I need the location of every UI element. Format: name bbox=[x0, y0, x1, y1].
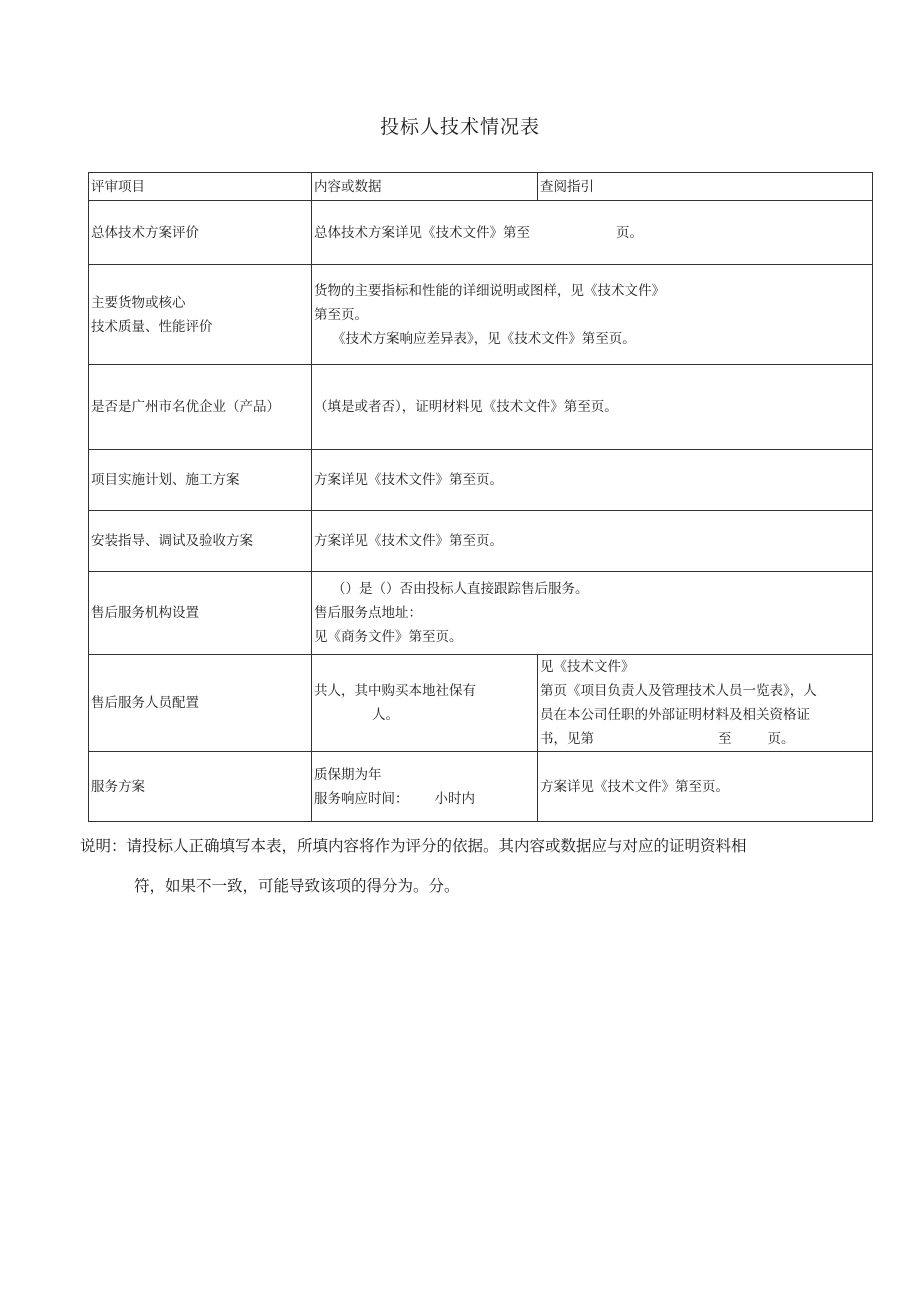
row-item: 售后服务人员配置 bbox=[89, 655, 312, 752]
note-line: 符，如果不一致，可能导致该项的得分为。分。 bbox=[134, 877, 460, 895]
row-guide-fragment: 书，见第 bbox=[540, 731, 594, 747]
table-row bbox=[89, 655, 873, 752]
row-content-line: （）是（）否由投标人直接跟踪售后服务。 bbox=[332, 581, 589, 597]
explanatory-note bbox=[80, 826, 880, 906]
row-guide-fragment: 至 bbox=[718, 731, 732, 747]
row-guide-line bbox=[540, 727, 870, 751]
row-content-line: 质保期为年 bbox=[314, 766, 382, 783]
header-cell-item: 评审项目 bbox=[89, 173, 312, 201]
row-guide-fragment: 页。 bbox=[767, 731, 795, 747]
row-content: 方案详见《技术文件》第至页。 bbox=[312, 450, 873, 511]
table-row bbox=[89, 511, 873, 572]
note-line: 说明：请投标人正确填写本表，所填内容将作为评分的依据。其内容或数据应与对应的证明资料相 bbox=[80, 837, 747, 855]
row-guide: 方案详见《技术文件》第至页。 bbox=[538, 752, 873, 822]
table-row bbox=[89, 572, 873, 655]
row-item: 售后服务机构设置 bbox=[89, 572, 312, 655]
row-content bbox=[312, 265, 873, 365]
row-content bbox=[312, 655, 538, 752]
table-row bbox=[89, 365, 873, 450]
table-row bbox=[89, 265, 873, 365]
table-header-row bbox=[89, 173, 873, 201]
row-content-line: 第至页。 bbox=[314, 306, 368, 323]
technical-status-table bbox=[88, 172, 873, 822]
row-content-fragment: 小时内 bbox=[434, 790, 475, 807]
row-content bbox=[312, 201, 873, 265]
row-content-line: 货物的主要指标和性能的详细说明或图样，见《技术文件》 bbox=[314, 282, 665, 299]
row-item-line: 主要货物或核心 bbox=[91, 294, 186, 311]
row-guide bbox=[538, 655, 873, 752]
header-cell-content: 内容或数据 bbox=[312, 173, 538, 201]
page-title: 投标人技术情况表 bbox=[379, 116, 540, 138]
row-content-line: 人。 bbox=[372, 707, 399, 723]
row-item: 安装指导、调试及验收方案 bbox=[89, 511, 312, 572]
row-guide-line: 第页《项目负责人及管理技术人员一览表》，人 bbox=[540, 683, 817, 699]
table-row bbox=[89, 201, 873, 265]
row-content-line: 《技术方案响应差异表》，见《技术文件》第至页。 bbox=[332, 330, 636, 347]
row-content-line: 见《商务文件》第至页。 bbox=[314, 629, 463, 645]
row-item: 是否是广州市名优企业（产品） bbox=[89, 365, 312, 450]
row-content: （填是或者否），证明材料见《技术文件》第至页。 bbox=[312, 365, 873, 450]
row-item: 服务方案 bbox=[89, 752, 312, 822]
row-content-text: 总体技术方案详见《技术文件》第至 bbox=[314, 224, 530, 241]
row-item bbox=[89, 265, 312, 365]
row-item-line: 技术质量、性能评价 bbox=[91, 318, 213, 335]
table-row bbox=[89, 752, 873, 822]
header-cell-guide: 查阅指引 bbox=[538, 173, 873, 201]
row-content bbox=[312, 752, 538, 822]
row-item: 总体技术方案评价 bbox=[89, 201, 312, 265]
row-guide-line: 见《技术文件》 bbox=[540, 659, 635, 675]
row-guide-line: 员在本公司任职的外部证明材料及相关资格证 bbox=[540, 707, 810, 723]
row-content-line: 售后服务点地址： bbox=[314, 605, 422, 621]
row-content-tail: 页。 bbox=[616, 224, 643, 241]
row-item: 项目实施计划、施工方案 bbox=[89, 450, 312, 511]
row-content: 方案详见《技术文件》第至页。 bbox=[312, 511, 873, 572]
row-content-line bbox=[314, 787, 535, 811]
row-content-line: 共人，其中购买本地社保有 bbox=[314, 683, 476, 699]
row-content-fragment: 服务响应时间： bbox=[314, 790, 409, 807]
row-content bbox=[312, 572, 873, 655]
table-row bbox=[89, 450, 873, 511]
